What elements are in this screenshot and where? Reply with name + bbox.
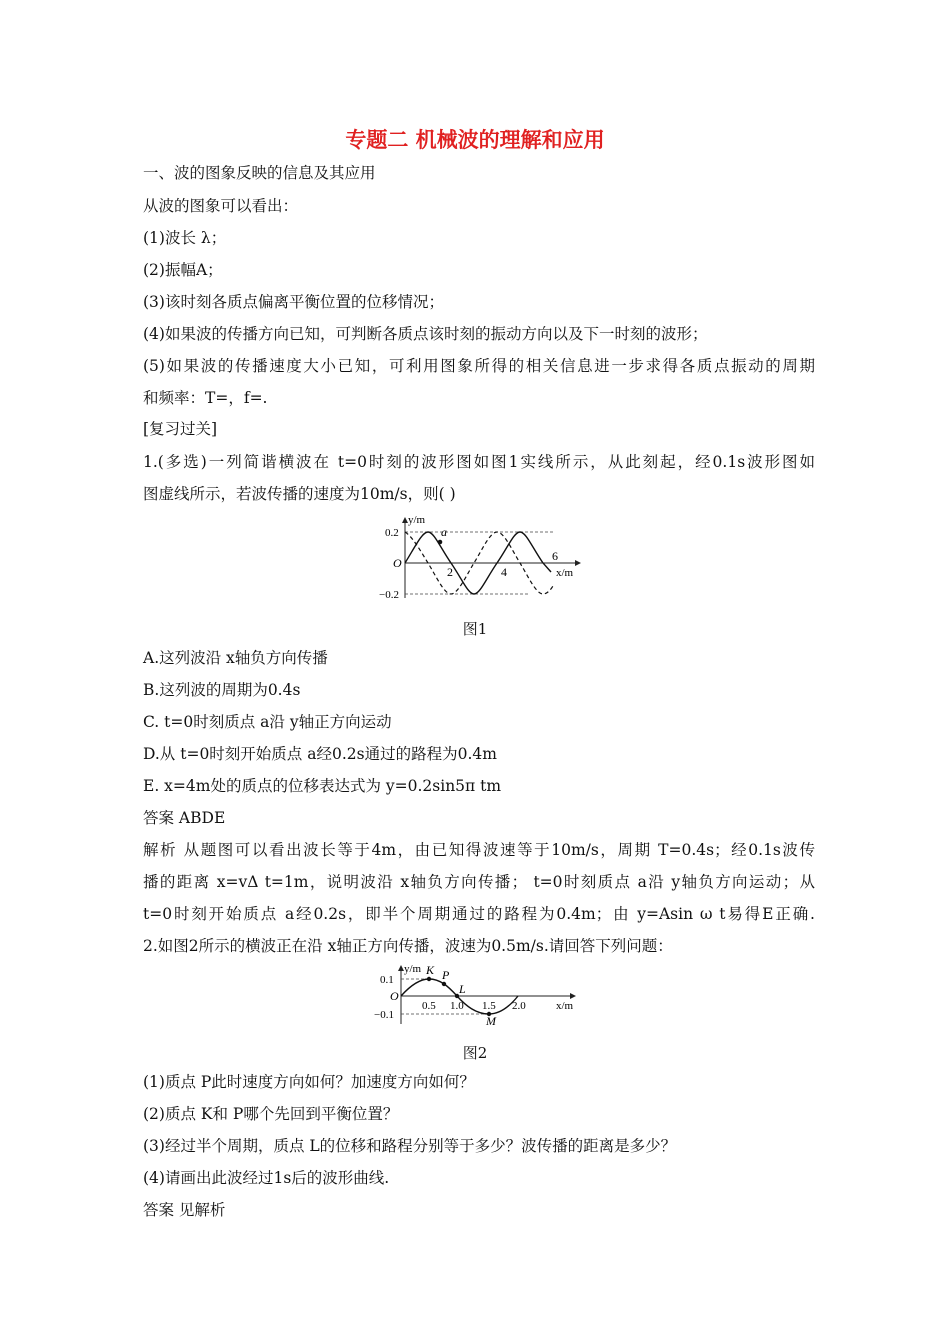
x-tick-1-0: 1.0 <box>450 1000 464 1012</box>
analysis-text: 解析 从题图可以看出波长等于4m，由已知得波速等于10m/s，周期 T=0.4s；经0.1s波传 <box>143 841 815 859</box>
x-tick-1-5: 1.5 <box>482 1000 496 1012</box>
sub-question: (2)质点 K和 P哪个先回到平衡位置？ <box>143 1105 399 1123</box>
question-text: 1.(多选)一列简谐横波在 t=0时刻的波形图如图1实线所示，从此刻起，经0.1s波形图如 <box>143 453 815 471</box>
point-k-label: K <box>426 963 435 977</box>
analysis-text: t=0时刻开始质点 a经0.2s，即半个周期通过的路程为0.4m；由 y=Asin ω t易得E正确. <box>143 905 815 923</box>
x-tick-0-5: 0.5 <box>422 1000 436 1012</box>
list-item: (5)如果波的传播速度大小已知，可利用图象所得的相关信息进一步求得各质点振动的周期 <box>143 357 815 375</box>
x-tick-2: 2 <box>447 565 453 579</box>
option-b: B.这列波的周期为0.4s <box>143 681 301 699</box>
text-line: 和频率：T=，f=. <box>143 389 268 407</box>
figure-2-wave-graph <box>370 962 585 1028</box>
point-p-label: P <box>442 968 450 982</box>
list-item: (1)波长 λ； <box>143 229 227 247</box>
point-l-label: L <box>459 982 466 996</box>
option-a: A.这列波沿 x轴负方向传播 <box>143 649 328 667</box>
point-m-label: M <box>486 1014 496 1028</box>
x-tick-2-0: 2.0 <box>512 1000 526 1012</box>
list-item: (2)振幅A； <box>143 261 223 279</box>
question-text: 2.如图2所示的横波正在沿 x轴正方向传播，波速为0.5m/s.请回答下列问题： <box>143 937 673 955</box>
point-k <box>427 977 431 981</box>
figure-1-caption: 图1 <box>462 620 488 638</box>
y-tick-bottom: −0.1 <box>374 1009 394 1021</box>
origin-label: O <box>390 989 399 1003</box>
x-axis-label: x/m <box>556 1000 574 1012</box>
list-item: (4)如果波的传播方向已知，可判断各质点该时刻的振动方向以及下一时刻的波形； <box>143 325 708 343</box>
y-axis-label: y/m <box>408 514 426 526</box>
y-tick-top: 0.1 <box>380 974 394 986</box>
option-d: D.从 t=0时刻开始质点 a经0.2s通过的路程为0.4m <box>143 745 497 763</box>
figure-1-wave-graph <box>370 512 585 604</box>
point-p <box>442 982 446 986</box>
page-title: 专题二 机械波的理解和应用 <box>345 128 605 152</box>
sub-question: (4)请画出此波经过1s后的波形曲线. <box>143 1169 390 1187</box>
option-e: E. x=4m处的质点的位移表达式为 y=0.2sin5π tm <box>143 777 502 795</box>
sub-question: (3)经过半个周期，质点 L的位移和路程分别等于多少？波传播的距离是多少？ <box>143 1137 677 1155</box>
answer-line: 答案 ABDE <box>143 809 226 827</box>
point-a-label: a <box>441 525 447 539</box>
analysis-text: 播的距离 x=vΔ t=1m，说明波沿 x轴负方向传播； t=0时刻质点 a沿 y轴负方向运动；从 <box>143 873 815 891</box>
y-tick-top: 0.2 <box>385 527 399 539</box>
option-c: C. t=0时刻质点 a沿 y轴正方向运动 <box>143 713 392 731</box>
question-text: 图虚线所示，若波传播的速度为10m/s，则( ) <box>143 485 456 503</box>
figure-2-caption: 图2 <box>462 1044 488 1062</box>
section-label: [复习过关] <box>143 420 218 438</box>
answer-line: 答案 见解析 <box>143 1201 226 1219</box>
text-line: 从波的图象可以看出： <box>143 197 299 215</box>
section-heading: 一、波的图象反映的信息及其应用 <box>143 164 376 182</box>
list-item: (3)该时刻各质点偏离平衡位置的位移情况； <box>143 293 444 311</box>
y-tick-bottom: −0.2 <box>379 589 399 601</box>
x-tick-4: 4 <box>501 565 507 579</box>
origin-label: O <box>393 556 402 570</box>
x-tick-6: 6 <box>552 549 558 563</box>
x-axis-label: x/m <box>556 567 574 579</box>
y-axis-label: y/m <box>404 963 422 975</box>
point-a <box>438 540 443 545</box>
sub-question: (1)质点 P此时速度方向如何？加速度方向如何？ <box>143 1073 475 1091</box>
